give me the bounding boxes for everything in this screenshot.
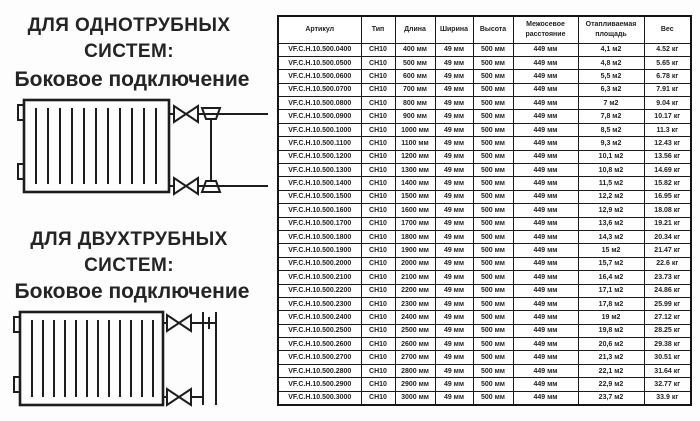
radiator-bracket: [18, 164, 24, 179]
table-cell: CH10: [361, 311, 395, 324]
single-pipe-radiator-diagram: [0, 96, 272, 204]
valve-icon: [179, 315, 191, 331]
table-cell: 28.25 кг: [644, 324, 691, 337]
table-cell: 5,5 м2: [578, 70, 644, 83]
table-cell: 22,9 м2: [578, 378, 644, 391]
radiator-bracket: [14, 377, 20, 392]
table-cell: 16.95 кг: [644, 190, 691, 203]
two-pipe-title: [0, 227, 258, 279]
table-cell: 49 мм: [435, 177, 473, 190]
table-cell: CH10: [361, 190, 395, 203]
table-cell: 449 мм: [513, 391, 578, 404]
table-cell: 449 мм: [513, 284, 578, 297]
table-cell: CH10: [361, 324, 395, 337]
table-cell: 49 мм: [435, 190, 473, 203]
table-cell: VF.C.H.10.500.2600: [278, 338, 361, 351]
single-pipe-title-line2: СИСТЕМ:: [84, 41, 174, 62]
table-cell: 49 мм: [435, 351, 473, 364]
two-pipe-title-line1: ДЛЯ ДВУХТРУБНЫХ: [30, 229, 228, 250]
two-pipe-radiator-diagram: [0, 302, 272, 416]
table-cell: CH10: [361, 271, 395, 284]
table-cell: 500 мм: [473, 110, 513, 123]
table-cell: 6,3 м2: [578, 83, 644, 96]
table-cell: CH10: [361, 338, 395, 351]
table-cell: CH10: [361, 204, 395, 217]
table-row: [278, 97, 691, 110]
table-cell: 500 мм: [473, 83, 513, 96]
table-cell: 449 мм: [513, 177, 578, 190]
table-cell: 16,4 м2: [578, 271, 644, 284]
table-cell: CH10: [361, 164, 395, 177]
table-row: [278, 351, 691, 364]
table-cell: 23.73 кг: [644, 271, 691, 284]
table-cell: 449 мм: [513, 351, 578, 364]
table-cell: VF.C.H.10.500.2000: [278, 257, 361, 270]
column-header: Вес: [644, 16, 691, 43]
column-header: Отапливаемая площадь: [578, 16, 644, 43]
table-cell: 500 мм: [473, 351, 513, 364]
table-cell: 18.08 кг: [644, 204, 691, 217]
table-cell: 49 мм: [435, 137, 473, 150]
table-cell: 449 мм: [513, 123, 578, 136]
table-cell: 500 мм: [473, 177, 513, 190]
valve-icon: [186, 178, 198, 194]
table-row: [278, 378, 691, 391]
table-cell: 1000 мм: [395, 123, 435, 136]
table-cell: VF.C.H.10.500.1500: [278, 190, 361, 203]
table-cell: 27.12 кг: [644, 311, 691, 324]
table-cell: 449 мм: [513, 217, 578, 230]
table-body: [278, 43, 691, 405]
table-row: [278, 284, 691, 297]
table-cell: 500 мм: [473, 364, 513, 377]
table-cell: 10,8 м2: [578, 164, 644, 177]
table-row: [278, 137, 691, 150]
table-cell: 19,8 м2: [578, 324, 644, 337]
table-cell: 8,5 м2: [578, 123, 644, 136]
table-cell: VF.C.H.10.500.2100: [278, 271, 361, 284]
table-cell: VF.C.H.10.500.2200: [278, 284, 361, 297]
table-cell: 400 мм: [395, 43, 435, 56]
table-cell: 500 мм: [473, 43, 513, 56]
table-cell: 2300 мм: [395, 297, 435, 310]
table-cell: 49 мм: [435, 364, 473, 377]
two-pipe-title-line2: СИСТЕМ:: [84, 255, 174, 276]
table-cell: 2800 мм: [395, 364, 435, 377]
table-cell: 500 мм: [473, 150, 513, 163]
table-cell: 449 мм: [513, 378, 578, 391]
radiator-fins: [36, 108, 156, 184]
left-panel: [0, 0, 272, 421]
table-cell: 15.82 кг: [644, 177, 691, 190]
column-header: Межосевое расстояние: [513, 16, 578, 43]
table-cell: 23,7 м2: [578, 391, 644, 404]
table-cell: CH10: [361, 391, 395, 404]
table-cell: CH10: [361, 56, 395, 69]
table-cell: 33.9 кг: [644, 391, 691, 404]
table-cell: 14,3 м2: [578, 230, 644, 243]
table-cell: 449 мм: [513, 204, 578, 217]
table-cell: 49 мм: [435, 391, 473, 404]
table-cell: 500 мм: [473, 230, 513, 243]
table-cell: VF.C.H.10.500.0900: [278, 110, 361, 123]
table-cell: 7,8 м2: [578, 110, 644, 123]
table-row: [278, 217, 691, 230]
table-row: [278, 43, 691, 56]
table-row: [278, 190, 691, 203]
table-cell: 449 мм: [513, 230, 578, 243]
table-cell: 1600 мм: [395, 204, 435, 217]
table-cell: 11,5 м2: [578, 177, 644, 190]
table-cell: 449 мм: [513, 311, 578, 324]
table-row: [278, 311, 691, 324]
table-row: [278, 271, 691, 284]
table-cell: 49 мм: [435, 284, 473, 297]
radiator-bracket: [14, 317, 20, 332]
table-cell: 10.17 кг: [644, 110, 691, 123]
table-cell: 500 мм: [473, 324, 513, 337]
table-cell: 500 мм: [473, 311, 513, 324]
table-cell: 449 мм: [513, 164, 578, 177]
table-row: [278, 338, 691, 351]
table-cell: CH10: [361, 43, 395, 56]
table-cell: 49 мм: [435, 217, 473, 230]
table-cell: 1800 мм: [395, 230, 435, 243]
table-cell: VF.C.H.10.500.1900: [278, 244, 361, 257]
table-cell: 1400 мм: [395, 177, 435, 190]
table-cell: 13.56 кг: [644, 150, 691, 163]
table-cell: 2200 мм: [395, 284, 435, 297]
table-cell: 500 мм: [473, 271, 513, 284]
table-cell: 449 мм: [513, 150, 578, 163]
table-cell: CH10: [361, 110, 395, 123]
table-cell: CH10: [361, 378, 395, 391]
table-row: [278, 150, 691, 163]
table-cell: 2500 мм: [395, 324, 435, 337]
table-cell: 11.3 кг: [644, 123, 691, 136]
table-cell: 2700 мм: [395, 351, 435, 364]
table-cell: 17,8 м2: [578, 297, 644, 310]
table-cell: CH10: [361, 364, 395, 377]
two-pipe-subtitle: Боковое подключение: [14, 280, 250, 303]
table-row: [278, 83, 691, 96]
table-header-row: [278, 16, 691, 43]
column-header: Высота: [473, 16, 513, 43]
table-row: [278, 204, 691, 217]
table-cell: CH10: [361, 137, 395, 150]
table-cell: 49 мм: [435, 56, 473, 69]
single-pipe-title-line1: ДЛЯ ОДНОТРУБНЫХ: [27, 15, 231, 36]
table-cell: 449 мм: [513, 83, 578, 96]
table-cell: 19.21 кг: [644, 217, 691, 230]
table-cell: VF.C.H.10.500.1000: [278, 123, 361, 136]
table-cell: 449 мм: [513, 97, 578, 110]
table-cell: VF.C.H.10.500.0500: [278, 56, 361, 69]
table-cell: 600 мм: [395, 70, 435, 83]
valve-icon: [179, 389, 191, 405]
table-cell: 500 мм: [395, 56, 435, 69]
table-cell: 21.47 кг: [644, 244, 691, 257]
table-cell: 7 м2: [578, 97, 644, 110]
table-cell: 15 м2: [578, 244, 644, 257]
table-cell: 49 мм: [435, 43, 473, 56]
table-cell: VF.C.H.10.500.1800: [278, 230, 361, 243]
table-cell: 1200 мм: [395, 150, 435, 163]
table-cell: 49 мм: [435, 311, 473, 324]
table-cell: 500 мм: [473, 244, 513, 257]
table-cell: 9,3 м2: [578, 137, 644, 150]
table-cell: CH10: [361, 150, 395, 163]
table-cell: VF.C.H.10.500.1600: [278, 204, 361, 217]
table-cell: 2100 мм: [395, 271, 435, 284]
table-cell: 31.64 кг: [644, 364, 691, 377]
table-cell: 500 мм: [473, 257, 513, 270]
table-cell: 12,2 м2: [578, 190, 644, 203]
table-cell: VF.C.H.10.500.3000: [278, 391, 361, 404]
table-cell: 49 мм: [435, 378, 473, 391]
table-cell: 49 мм: [435, 230, 473, 243]
radiator-fins: [32, 320, 153, 397]
table-cell: 30.51 кг: [644, 351, 691, 364]
table-row: [278, 257, 691, 270]
table-cell: 6.78 кг: [644, 70, 691, 83]
table-cell: 500 мм: [473, 137, 513, 150]
table-cell: 49 мм: [435, 150, 473, 163]
single-pipe-subtitle: Боковое подключение: [14, 68, 250, 91]
table-cell: 449 мм: [513, 271, 578, 284]
table-cell: 4,1 м2: [578, 43, 644, 56]
table-row: [278, 324, 691, 337]
table-cell: 49 мм: [435, 123, 473, 136]
table-cell: 7.91 кг: [644, 83, 691, 96]
table-cell: 12,9 м2: [578, 204, 644, 217]
spec-table-wrap: [277, 15, 692, 406]
table-cell: 49 мм: [435, 257, 473, 270]
table-cell: 2000 мм: [395, 257, 435, 270]
table-cell: 500 мм: [473, 217, 513, 230]
radiator-bracket: [18, 105, 24, 120]
table-cell: VF.C.H.10.500.2400: [278, 311, 361, 324]
table-row: [278, 177, 691, 190]
table-row: [278, 364, 691, 377]
column-header: Тип: [361, 16, 395, 43]
table-cell: 500 мм: [473, 164, 513, 177]
table-cell: 800 мм: [395, 97, 435, 110]
table-cell: 1100 мм: [395, 137, 435, 150]
table-cell: CH10: [361, 351, 395, 364]
table-cell: 32.77 кг: [644, 378, 691, 391]
table-cell: 5.65 кг: [644, 56, 691, 69]
table-row: [278, 123, 691, 136]
table-cell: CH10: [361, 217, 395, 230]
table-cell: 49 мм: [435, 297, 473, 310]
table-cell: 1300 мм: [395, 164, 435, 177]
table-cell: 24.86 кг: [644, 284, 691, 297]
table-cell: VF.C.H.10.500.2500: [278, 324, 361, 337]
table-cell: VF.C.H.10.500.2700: [278, 351, 361, 364]
table-cell: 25.99 кг: [644, 297, 691, 310]
table-cell: 49 мм: [435, 324, 473, 337]
table-cell: 449 мм: [513, 244, 578, 257]
table-cell: 49 мм: [435, 244, 473, 257]
table-cell: 49 мм: [435, 110, 473, 123]
table-cell: 4.52 кг: [644, 43, 691, 56]
table-cell: 500 мм: [473, 297, 513, 310]
table-row: [278, 391, 691, 404]
table-cell: 500 мм: [473, 123, 513, 136]
table-cell: 449 мм: [513, 137, 578, 150]
table-cell: 22,1 м2: [578, 364, 644, 377]
table-cell: VF.C.H.10.500.0800: [278, 97, 361, 110]
table-cell: 49 мм: [435, 338, 473, 351]
table-row: [278, 56, 691, 69]
table-cell: 49 мм: [435, 164, 473, 177]
table-cell: 10,1 м2: [578, 150, 644, 163]
table-cell: 1900 мм: [395, 244, 435, 257]
table-cell: 49 мм: [435, 204, 473, 217]
table-cell: 449 мм: [513, 257, 578, 270]
table-cell: 49 мм: [435, 83, 473, 96]
single-pipe-title: [0, 13, 258, 65]
table-cell: VF.C.H.10.500.2800: [278, 364, 361, 377]
table-cell: VF.C.H.10.500.1400: [278, 177, 361, 190]
table-cell: 4,8 м2: [578, 56, 644, 69]
table-row: [278, 297, 691, 310]
table-cell: 449 мм: [513, 43, 578, 56]
table-cell: 449 мм: [513, 297, 578, 310]
table-cell: 500 мм: [473, 284, 513, 297]
table-cell: 500 мм: [473, 378, 513, 391]
table-cell: VF.C.H.10.500.1100: [278, 137, 361, 150]
table-cell: 500 мм: [473, 190, 513, 203]
table-row: [278, 70, 691, 83]
table-cell: 500 мм: [473, 338, 513, 351]
table-cell: 20.34 кг: [644, 230, 691, 243]
table-cell: 49 мм: [435, 97, 473, 110]
table-cell: 22.6 кг: [644, 257, 691, 270]
table-cell: CH10: [361, 257, 395, 270]
table-cell: 700 мм: [395, 83, 435, 96]
table-cell: CH10: [361, 70, 395, 83]
table-cell: 17,1 м2: [578, 284, 644, 297]
table-cell: 449 мм: [513, 56, 578, 69]
table-cell: 21,3 м2: [578, 351, 644, 364]
column-header: Ширина: [435, 16, 473, 43]
table-cell: 12.43 кг: [644, 137, 691, 150]
table-cell: CH10: [361, 244, 395, 257]
table-cell: 2600 мм: [395, 338, 435, 351]
table-cell: 13,6 м2: [578, 217, 644, 230]
table-cell: 14.69 кг: [644, 164, 691, 177]
table-cell: CH10: [361, 297, 395, 310]
table-cell: VF.C.H.10.500.0600: [278, 70, 361, 83]
column-header: Длина: [395, 16, 435, 43]
table-cell: CH10: [361, 123, 395, 136]
table-cell: 500 мм: [473, 391, 513, 404]
table-cell: 3000 мм: [395, 391, 435, 404]
table-cell: 449 мм: [513, 190, 578, 203]
table-cell: 449 мм: [513, 324, 578, 337]
table-cell: CH10: [361, 97, 395, 110]
table-cell: 449 мм: [513, 70, 578, 83]
table-cell: 500 мм: [473, 70, 513, 83]
table-row: [278, 244, 691, 257]
table-cell: 29.38 кг: [644, 338, 691, 351]
table-cell: 2400 мм: [395, 311, 435, 324]
table-cell: CH10: [361, 83, 395, 96]
table-cell: 500 мм: [473, 56, 513, 69]
table-cell: 900 мм: [395, 110, 435, 123]
table-cell: 449 мм: [513, 110, 578, 123]
table-cell: 49 мм: [435, 70, 473, 83]
table-cell: 449 мм: [513, 338, 578, 351]
column-header: Артикул: [278, 16, 361, 43]
table-cell: CH10: [361, 284, 395, 297]
table-row: [278, 164, 691, 177]
table-cell: CH10: [361, 177, 395, 190]
table-cell: 500 мм: [473, 97, 513, 110]
table-row: [278, 110, 691, 123]
table-cell: 1500 мм: [395, 190, 435, 203]
table-cell: 49 мм: [435, 271, 473, 284]
table-cell: VF.C.H.10.500.2300: [278, 297, 361, 310]
table-cell: 449 мм: [513, 364, 578, 377]
table-cell: 19 м2: [578, 311, 644, 324]
valve-icon: [186, 106, 198, 122]
table-cell: 15,7 м2: [578, 257, 644, 270]
table-cell: VF.C.H.10.500.1700: [278, 217, 361, 230]
table-cell: 2900 мм: [395, 378, 435, 391]
table-cell: VF.C.H.10.500.0700: [278, 83, 361, 96]
table-cell: VF.C.H.10.500.0400: [278, 43, 361, 56]
table-cell: 9.04 кг: [644, 97, 691, 110]
spec-table: [277, 15, 692, 406]
table-cell: 500 мм: [473, 204, 513, 217]
table-cell: CH10: [361, 230, 395, 243]
table-cell: VF.C.H.10.500.1200: [278, 150, 361, 163]
table-cell: 1700 мм: [395, 217, 435, 230]
table-cell: VF.C.H.10.500.2900: [278, 378, 361, 391]
table-row: [278, 230, 691, 243]
table-cell: 20,6 м2: [578, 338, 644, 351]
table-cell: VF.C.H.10.500.1300: [278, 164, 361, 177]
